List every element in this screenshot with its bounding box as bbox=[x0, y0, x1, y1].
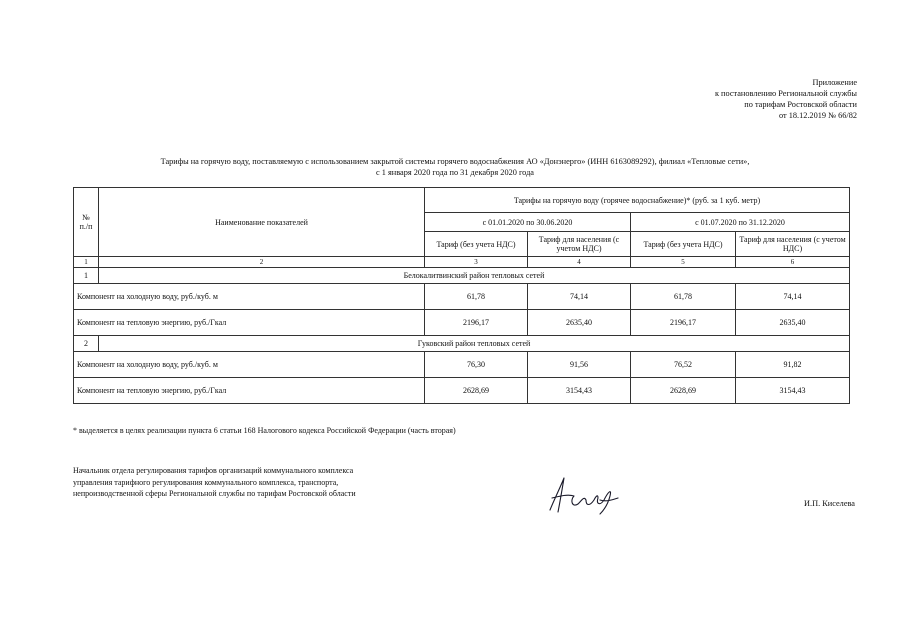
column-number: 3 bbox=[425, 257, 528, 268]
position-line: непроизводственной сферы Региональной службы по тарифам Ростовской области bbox=[73, 489, 356, 498]
column-number: 2 bbox=[99, 257, 425, 268]
appendix-line: по тарифам Ростовской области bbox=[744, 100, 857, 109]
row-name: Компонент на тепловую энергию, руб./Гкал bbox=[74, 378, 425, 404]
col-header-name: Наименование показателей bbox=[99, 188, 425, 257]
cell-value: 74,14 bbox=[528, 284, 631, 310]
document-title bbox=[60, 156, 850, 178]
row-name: Компонент на холодную воду, руб./куб. м bbox=[74, 284, 425, 310]
section-name: Белокалитвинский район тепловых сетей bbox=[99, 268, 850, 284]
table-row bbox=[74, 310, 850, 336]
signer-name: И.П. Киселева bbox=[804, 499, 855, 508]
appendix-line: от 18.12.2019 № 66/82 bbox=[778, 111, 857, 120]
table-row bbox=[74, 378, 850, 404]
title-line: Тарифы на горячую воду, поставляемую с использованием закрытой системы горячего водоснабжения АО «Донэнерго» (ИНН 6163089292), филиал «Тепловые сети», bbox=[160, 157, 750, 166]
sub-header: Тариф (без учета НДС) bbox=[425, 232, 528, 257]
cell-value: 2635,40 bbox=[736, 310, 850, 336]
sub-header: Тариф для населения (с учетом НДС) bbox=[528, 232, 631, 257]
title-line: с 1 января 2020 года по 31 декабря 2020 года bbox=[376, 168, 534, 177]
section-name: Гуковский район тепловых сетей bbox=[99, 336, 850, 352]
cell-value: 76,52 bbox=[631, 352, 736, 378]
cell-value: 61,78 bbox=[631, 284, 736, 310]
cell-value: 2628,69 bbox=[631, 378, 736, 404]
cell-value: 2628,69 bbox=[425, 378, 528, 404]
cell-value: 74,14 bbox=[736, 284, 850, 310]
position-line: Начальник отдела регулирования тарифов организаций коммунального комплекса bbox=[73, 466, 354, 475]
period-header-1: с 01.01.2020 по 30.06.2020 bbox=[425, 213, 631, 232]
table-row bbox=[74, 284, 850, 310]
row-name: Компонент на холодную воду, руб./куб. м bbox=[74, 352, 425, 378]
section-row bbox=[74, 268, 850, 284]
period-header-2: с 01.07.2020 по 31.12.2020 bbox=[631, 213, 850, 232]
cell-value: 2196,17 bbox=[631, 310, 736, 336]
cell-value: 2635,40 bbox=[528, 310, 631, 336]
cell-value: 91,82 bbox=[736, 352, 850, 378]
table-row bbox=[74, 352, 850, 378]
column-number: 5 bbox=[631, 257, 736, 268]
sub-header: Тариф (без учета НДС) bbox=[631, 232, 736, 257]
tariff-table bbox=[73, 187, 850, 404]
appendix-block bbox=[715, 77, 857, 121]
cell-value: 2196,17 bbox=[425, 310, 528, 336]
cell-value: 76,30 bbox=[425, 352, 528, 378]
cell-value: 91,56 bbox=[528, 352, 631, 378]
signatory-position bbox=[73, 465, 356, 500]
section-number: 2 bbox=[74, 336, 99, 352]
appendix-line: Приложение bbox=[812, 78, 857, 87]
position-line: управления тарифного регулирования коммунального комплекса, транспорта, bbox=[73, 477, 339, 487]
col-header-number: № п./п bbox=[74, 188, 99, 257]
handwritten-signature bbox=[540, 470, 630, 520]
cell-value: 61,78 bbox=[425, 284, 528, 310]
section-row bbox=[74, 336, 850, 352]
appendix-line: к постановлению Региональной службы bbox=[714, 89, 857, 98]
column-number: 6 bbox=[736, 257, 850, 268]
sub-header: Тариф для населения (с учетом НДС) bbox=[736, 232, 850, 257]
footnote: * выделяется в целях реализации пункта 6 статьи 168 Налогового кодекса Российской Федерации (часть вторая) bbox=[73, 426, 456, 435]
section-number: 1 bbox=[74, 268, 99, 284]
column-number: 1 bbox=[74, 257, 99, 268]
cell-value: 3154,43 bbox=[736, 378, 850, 404]
column-number: 4 bbox=[528, 257, 631, 268]
row-name: Компонент на тепловую энергию, руб./Гкал bbox=[74, 310, 425, 336]
cell-value: 3154,43 bbox=[528, 378, 631, 404]
col-header-group: Тарифы на горячую воду (горячее водоснабжение)* (руб. за 1 куб. метр) bbox=[425, 188, 850, 213]
